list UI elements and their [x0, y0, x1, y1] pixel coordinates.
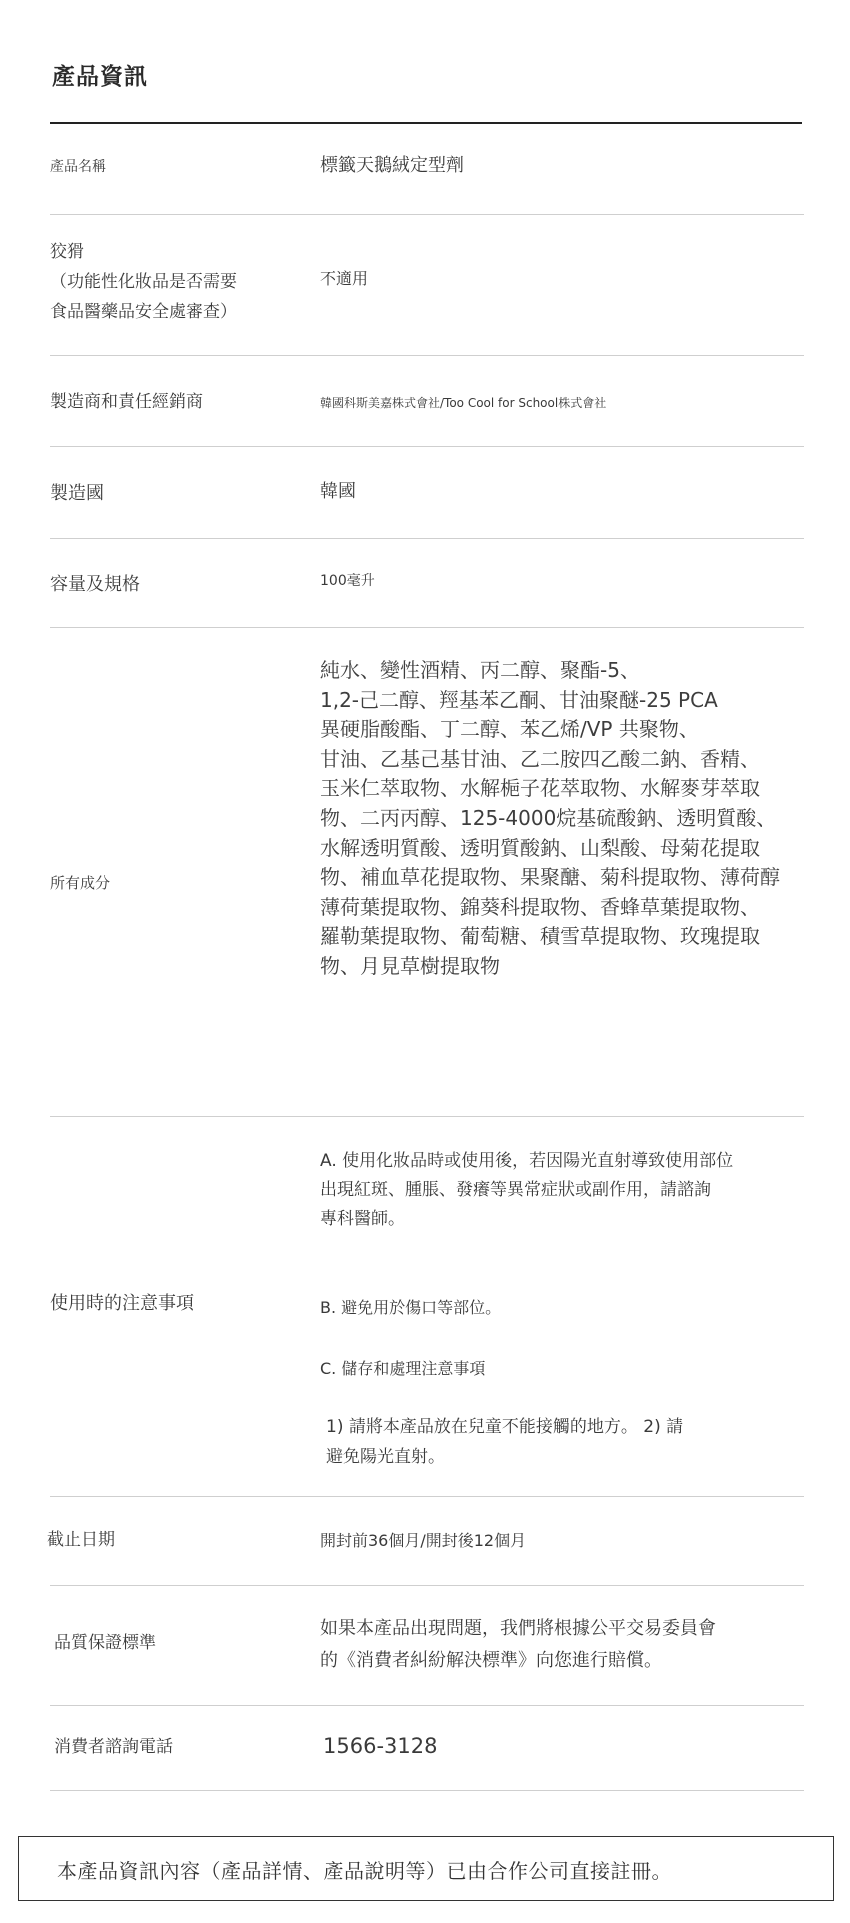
- ingredients-line: 水解透明質酸、透明質酸鈉、山梨酸、母菊花提取: [320, 835, 760, 860]
- ingredients-line: 1,2-己二醇、羥基苯乙酮、甘油聚醚-25 PCA: [320, 687, 718, 712]
- product-name-value: 標籤天鵝絨定型劑: [320, 155, 464, 176]
- ingredients-line: 異硬脂酸酯、丁二醇、苯乙烯/VP 共聚物、: [320, 717, 699, 742]
- quality-value: [320, 1613, 716, 1677]
- ingredients-line: 物、二丙丙醇、125-4000烷基硫酸鈉、透明質酸、: [320, 805, 777, 830]
- row-divider: [50, 627, 804, 628]
- caution-label: 使用時的注意事項: [50, 1293, 194, 1314]
- caution-a-line: A. 使用化妝品時或使用後，若因陽光直射導致使用部位: [320, 1151, 734, 1171]
- manufacturer-label: 製造商和責任經銷商: [50, 392, 203, 412]
- caution-item-a: [320, 1147, 800, 1234]
- row-divider: [50, 355, 804, 356]
- expiry-value: 開封前36個月/開封後12個月: [320, 1531, 527, 1550]
- registration-notice-box: [18, 1836, 834, 1901]
- title-divider: [50, 122, 802, 124]
- functional-cosmetic-label: [50, 237, 237, 327]
- functional-cosmetic-value: 不適用: [320, 269, 369, 288]
- caution-item-b: B. 避免用於傷口等部位。: [320, 1298, 502, 1317]
- ingredients-label: 所有成分: [50, 874, 111, 892]
- functional-label-line: 狡猾: [50, 242, 84, 262]
- expiry-label: 截止日期: [47, 1530, 115, 1550]
- page-title: 產品資訊: [52, 64, 148, 90]
- caution-a-line: 專科醫師。: [320, 1209, 405, 1229]
- ingredients-line: 羅勒葉提取物、葡萄糖、積雪草提取物、玫瑰提取: [320, 924, 760, 949]
- caution-d-line: 避免陽光直射。: [326, 1447, 445, 1467]
- caution-d-line: 1) 請將本產品放在兒童不能接觸的地方。 2) 請: [326, 1417, 684, 1437]
- caution-a-line: 出現紅斑、腫脹、發癢等異常症狀或副作用，請諮詢: [320, 1180, 711, 1200]
- manufacturer-value: 韓國科斯美嘉株式會社/Too Cool for School株式會社: [320, 396, 607, 410]
- country-value: 韓國: [320, 481, 356, 502]
- row-divider: [50, 1705, 804, 1706]
- caution-item-d: [326, 1412, 683, 1472]
- row-divider: [50, 1116, 804, 1117]
- registration-notice: 本產品資訊內容（產品詳情、產品說明等）已由合作公司直接註冊。: [57, 1859, 672, 1883]
- ingredients-line: 物、補血草花提取物、果聚醣、菊科提取物、薄荷醇: [320, 865, 780, 890]
- functional-label-line: （功能性化妝品是否需要: [50, 272, 237, 292]
- country-label: 製造國: [50, 483, 104, 504]
- row-divider: [50, 538, 804, 539]
- ingredients-line: 甘油、乙基己基甘油、乙二胺四乙酸二鈉、香精、: [320, 746, 760, 771]
- ingredients-line: 物、月見草樹提取物: [320, 953, 500, 978]
- quality-line: 如果本產品出現問題，我們將根據公平交易委員會: [320, 1618, 716, 1639]
- row-divider: [50, 1496, 804, 1497]
- row-divider: [50, 1790, 804, 1791]
- caution-text: [320, 1147, 800, 1234]
- ingredients-line: 薄荷葉提取物、錦葵科提取物、香蜂草葉提取物、: [320, 894, 760, 919]
- ingredients-line: 玉米仁萃取物、水解梔子花萃取物、水解麥芽萃取: [320, 776, 760, 801]
- ingredients-list: [320, 656, 815, 982]
- quality-label: 品質保證標準: [54, 1633, 156, 1653]
- row-divider: [50, 1585, 804, 1586]
- volume-label: 容量及規格: [50, 574, 140, 595]
- ingredients-line: 純水、變性酒精、丙二醇、聚酯-5、: [320, 658, 640, 682]
- functional-label-line: 食品醫藥品安全處審查）: [50, 302, 237, 322]
- phone-value: 1566-3128: [323, 1734, 438, 1758]
- quality-line: 的《消費者糾紛解決標準》向您進行賠償。: [320, 1650, 662, 1671]
- product-name-label: 產品名稱: [50, 159, 106, 175]
- caution-item-c: C. 儲存和處理注意事項: [320, 1359, 486, 1378]
- volume-value: 100毫升: [320, 573, 375, 589]
- phone-label: 消費者諮詢電話: [54, 1737, 173, 1757]
- row-divider: [50, 214, 804, 215]
- row-divider: [50, 446, 804, 447]
